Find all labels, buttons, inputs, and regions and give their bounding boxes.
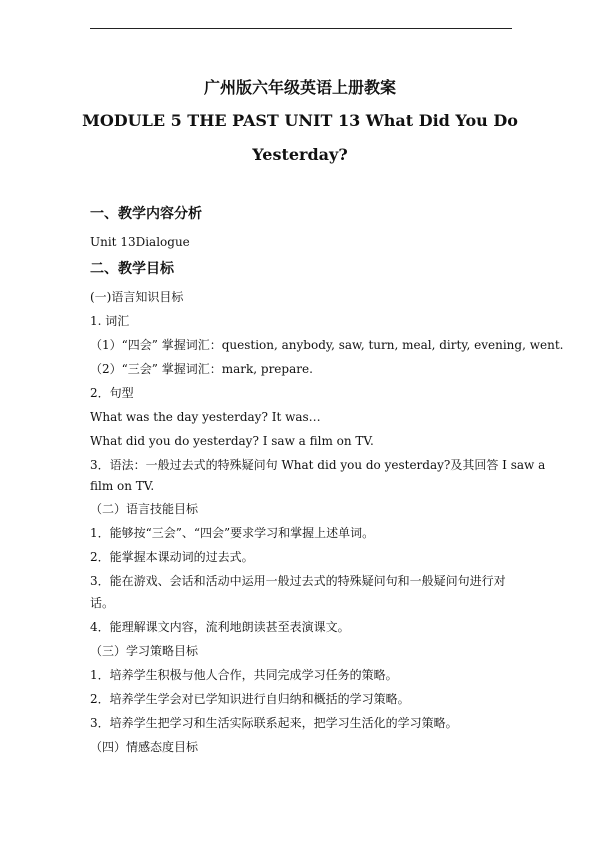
list-item: 1．能够按“三会”、“四会”要求学习和掌握上述单词。 [90, 526, 375, 540]
example-sentence: What did you do yesterday? I saw a film on TV. [90, 434, 374, 448]
list-item-cont: 话。 [90, 596, 115, 610]
example-sentence: What was the day yesterday? It was… [90, 410, 321, 424]
list-item: 3．能在游戏、会话和活动中运用一般过去式的特殊疑问句和一般疑问句进行对 [90, 574, 506, 588]
list-item: 4．能理解课文内容，流利地朗读甚至表演课文。 [90, 620, 350, 634]
list-item: 2．能掌握本课动词的过去式。 [90, 550, 254, 564]
list-item: 3．培养学生把学习和生活实际联系起来，把学习生活化的学习策略。 [90, 716, 458, 730]
list-item: （2）“三会” 掌握词汇：mark, prepare. [90, 362, 313, 376]
doc-subtitle-cont: Yesterday? [252, 145, 348, 164]
section-heading: 二、教学目标 [90, 261, 174, 277]
unit-text: Unit 13Dialogue [90, 235, 190, 249]
doc-subtitle: MODULE 5 THE PAST UNIT 13 What Did You Do [82, 111, 518, 130]
subheading: （三）学习策略目标 [90, 644, 199, 658]
header-rule [90, 28, 512, 29]
doc-title: 广州版六年级英语上册教案 [203, 78, 396, 97]
list-item: （1）“四会” 掌握词汇：question, anybody, saw, turn, meal, dirty, evening, went. [90, 338, 564, 352]
list-item-cont: film on TV. [90, 479, 155, 493]
list-item: 3．语法：一般过去式的特殊疑问句 What did you do yesterday?及其回答 I saw a [90, 458, 546, 472]
subheading: （二）语言技能目标 [90, 502, 199, 516]
subheading: （四）情感态度目标 [90, 740, 199, 754]
list-item: 2．培养学生学会对已学知识进行自归纳和概括的学习策略。 [90, 692, 410, 706]
section-heading: 一、教学内容分析 [90, 206, 202, 222]
list-item: 2．句型 [90, 386, 134, 400]
list-item: 1．培养学生积极与他人合作，共同完成学习任务的策略。 [90, 668, 398, 682]
list-item: 1. 词汇 [90, 314, 130, 328]
subheading: (一)语言知识目标 [90, 290, 184, 304]
